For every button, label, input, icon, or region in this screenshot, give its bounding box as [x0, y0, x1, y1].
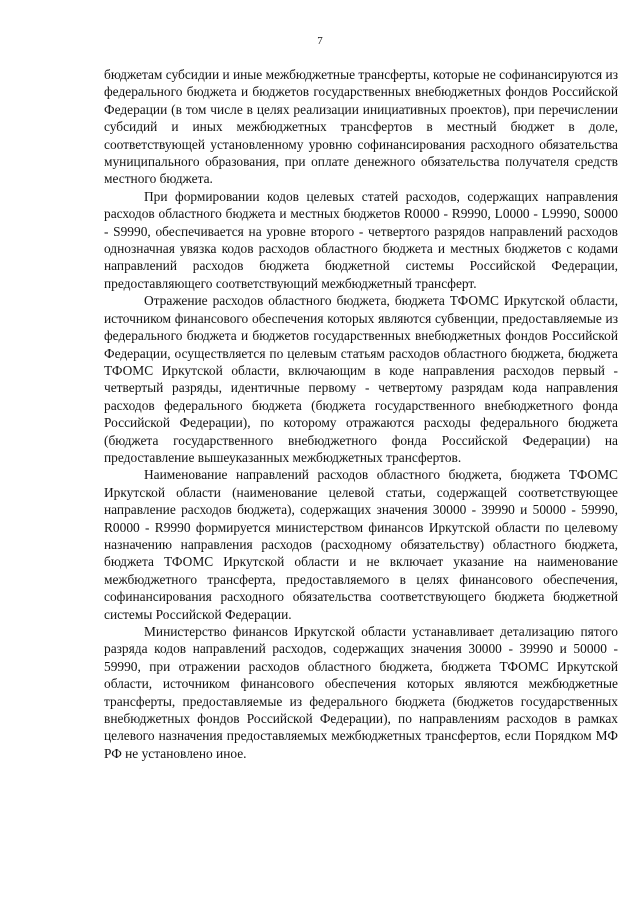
paragraph-ministry-detailing: Министерство финансов Иркутской области устанавливает детализацию пятого разряда кодов направлений расходов, содержащих значения 30000 - 39990 и 50000 - 59990, при отражении расходов областного бюджета, бюджета ТФОМС Иркутской области, источником финансового обеспечения которых являются межбюджетные трансферты, предоставляемые из федерального бюджета (бюджетов государственных внебюджетных фондов Российской Федерации), по направлениям расходов в рамках целевого назначения предоставляемых межбюджетных трансфертов, если Порядком МФ РФ не установлено иное. — [104, 624, 618, 761]
page-number: 7 — [317, 35, 323, 47]
paragraph-direction-names: Наименование направлений расходов областного бюджета, бюджета ТФОМС Иркутской области (наименование целевой статьи, содержащей соответствующее направление расходов бюджета), содержащих значения 30000 - 39990 и 50000 - 59990, R0000 - R9990 формируется министерством финансов Иркутской области по целевому назначению направления расходов (расходному обязательству) областного бюджета, бюджета ТФОМС Иркутской области и не включает указание на наименование межбюджетного трансферта, предоставляемого в целях финансового обеспечения, софинансирования расходного обязательства соответствующего бюджета бюджетной системы Российской Федерации. — [104, 467, 618, 622]
paragraph-subvention-expenses: Отражение расходов областного бюджета, бюджета ТФОМС Иркутской области, источником финансового обеспечения которых являются субвенции, предоставляемые из федерального бюджета и бюджетов государственных внебюджетных фондов Российской Федерации, осуществляется по целевым статьям расходов областного бюджета, бюджета ТФОМС Иркутской области, включающим в коде направления расходов первый - четвертый разряды, идентичные первому - четвертому разрядам кода направления расходов федерального бюджета (бюджета государственного внебюджетного фонда Российской Федерации), по которому отражаются расходы федерального бюджета (бюджета государственного внебюджетного фонда Российской Федерации) на предоставление вышеуказанных межбюджетных трансфертов. — [104, 293, 618, 465]
paragraph-target-codes: При формировании кодов целевых статей расходов, содержащих направления расходов областного бюджета и местных бюджетов R0000 - R9990, L0000 - L9990, S0000 - S9990, обеспечивается на уровне второго - четвертого разрядов направлений расходов однозначная увязка кодов расходов областного бюджета и местных бюджетов с кодами направлений расходов бюджета бюджетной системы Российской Федерации, предоставляющего соответствующий межбюджетный трансферт. — [104, 188, 618, 291]
document-body — [104, 66, 618, 762]
paragraph-continuation: бюджетам субсидии и иные межбюджетные трансферты, которые не софинансируются из федерального бюджета и бюджетов государственных внебюджетных фондов Российской Федерации (в том числе в целях реализации инициативных проектов), при перечислении субсидий и иных межбюджетных трансфертов в местный бюджет в доле, соответствующей установленному уровню софинансирования расходного обязательства муниципального образования, при оплате денежного обязательства получателя средств местного бюджета. — [104, 67, 618, 187]
